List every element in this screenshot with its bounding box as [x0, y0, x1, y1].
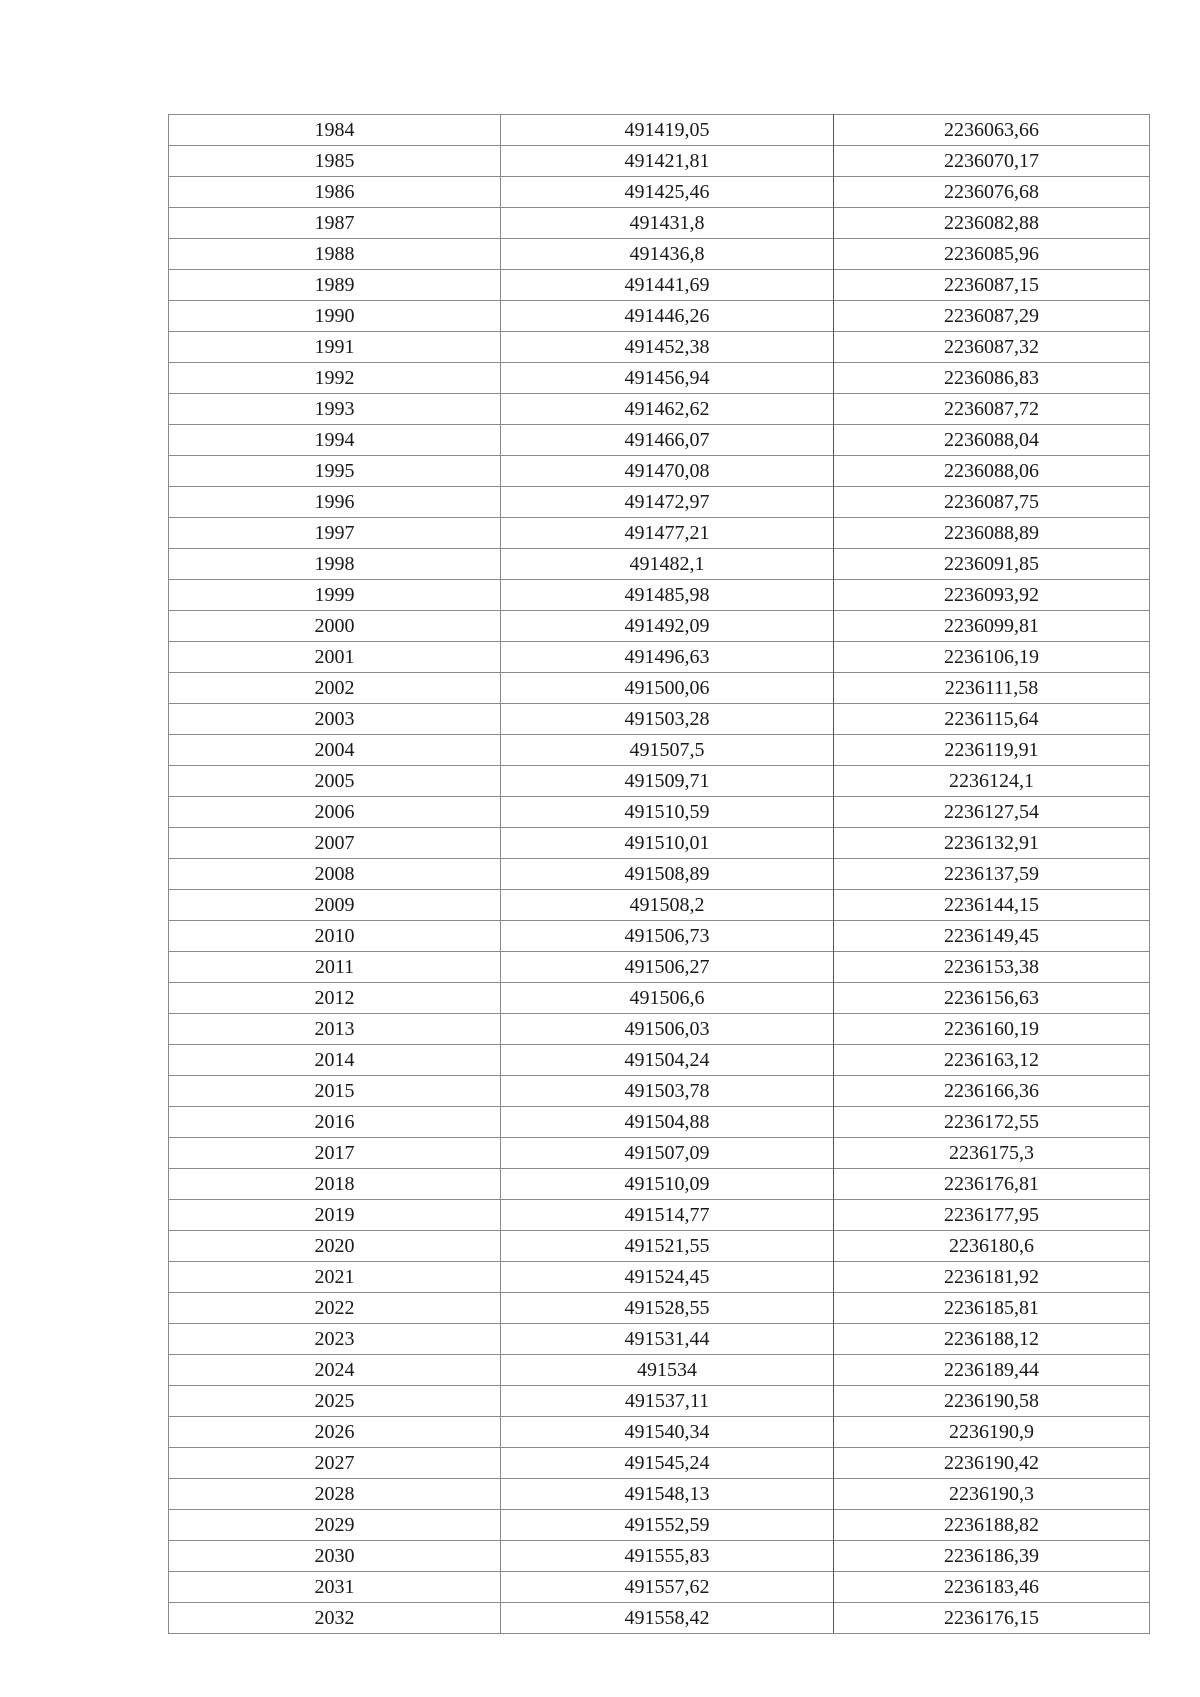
coordinate-y-cell: 2236190,3 [834, 1479, 1150, 1510]
table-row [169, 425, 1150, 456]
coordinate-y-cell: 2236127,54 [834, 797, 1150, 828]
table-row [169, 704, 1150, 735]
table-row [169, 301, 1150, 332]
table-row [169, 859, 1150, 890]
point-number-cell: 2015 [169, 1076, 501, 1107]
table-row [169, 549, 1150, 580]
coordinate-x-cell: 491508,89 [501, 859, 834, 890]
coordinate-x-cell: 491431,8 [501, 208, 834, 239]
coordinate-x-cell: 491507,5 [501, 735, 834, 766]
coordinate-x-cell: 491425,46 [501, 177, 834, 208]
table-row [169, 1603, 1150, 1634]
coordinate-x-cell: 491555,83 [501, 1541, 834, 1572]
coordinate-x-cell: 491506,6 [501, 983, 834, 1014]
coordinate-y-cell: 2236163,12 [834, 1045, 1150, 1076]
table-row [169, 1355, 1150, 1386]
table-row [169, 1572, 1150, 1603]
coordinate-y-cell: 2236176,15 [834, 1603, 1150, 1634]
point-number-cell: 2025 [169, 1386, 501, 1417]
point-number-cell: 2030 [169, 1541, 501, 1572]
table-row [169, 177, 1150, 208]
point-number-cell: 2002 [169, 673, 501, 704]
table-row [169, 642, 1150, 673]
coordinate-x-cell: 491470,08 [501, 456, 834, 487]
coordinate-x-cell: 491503,28 [501, 704, 834, 735]
point-number-cell: 2003 [169, 704, 501, 735]
table-row [169, 1262, 1150, 1293]
point-number-cell: 1999 [169, 580, 501, 611]
point-number-cell: 1994 [169, 425, 501, 456]
table-row [169, 1448, 1150, 1479]
coordinate-x-cell: 491496,63 [501, 642, 834, 673]
table-row [169, 115, 1150, 146]
coordinate-x-cell: 491548,13 [501, 1479, 834, 1510]
point-number-cell: 2009 [169, 890, 501, 921]
coordinate-x-cell: 491503,78 [501, 1076, 834, 1107]
coordinate-y-cell: 2236183,46 [834, 1572, 1150, 1603]
coordinate-y-cell: 2236153,38 [834, 952, 1150, 983]
table-row [169, 921, 1150, 952]
table-row [169, 1417, 1150, 1448]
point-number-cell: 2020 [169, 1231, 501, 1262]
coordinate-x-cell: 491557,62 [501, 1572, 834, 1603]
table-row [169, 611, 1150, 642]
coordinate-y-cell: 2236063,66 [834, 115, 1150, 146]
coordinate-y-cell: 2236091,85 [834, 549, 1150, 580]
table-row [169, 580, 1150, 611]
coordinate-y-cell: 2236093,92 [834, 580, 1150, 611]
point-number-cell: 2028 [169, 1479, 501, 1510]
coordinate-y-cell: 2236088,89 [834, 518, 1150, 549]
table-row [169, 208, 1150, 239]
point-number-cell: 2013 [169, 1014, 501, 1045]
coordinate-y-cell: 2236087,15 [834, 270, 1150, 301]
coordinate-y-cell: 2236190,9 [834, 1417, 1150, 1448]
coordinate-y-cell: 2236190,42 [834, 1448, 1150, 1479]
point-number-cell: 2021 [169, 1262, 501, 1293]
coordinate-y-cell: 2236087,29 [834, 301, 1150, 332]
coordinate-x-cell: 491506,73 [501, 921, 834, 952]
table-row [169, 487, 1150, 518]
coordinate-x-cell: 491534 [501, 1355, 834, 1386]
coordinate-y-cell: 2236185,81 [834, 1293, 1150, 1324]
point-number-cell: 2023 [169, 1324, 501, 1355]
point-number-cell: 1997 [169, 518, 501, 549]
coordinate-x-cell: 491509,71 [501, 766, 834, 797]
coordinate-x-cell: 491485,98 [501, 580, 834, 611]
point-number-cell: 1991 [169, 332, 501, 363]
coordinate-x-cell: 491514,77 [501, 1200, 834, 1231]
point-number-cell: 2017 [169, 1138, 501, 1169]
point-number-cell: 2007 [169, 828, 501, 859]
point-number-cell: 1993 [169, 394, 501, 425]
table-row [169, 766, 1150, 797]
table-row [169, 1479, 1150, 1510]
coordinate-x-cell: 491508,2 [501, 890, 834, 921]
coordinate-x-cell: 491421,81 [501, 146, 834, 177]
point-number-cell: 2026 [169, 1417, 501, 1448]
table-row [169, 1045, 1150, 1076]
point-number-cell: 2006 [169, 797, 501, 828]
coordinate-y-cell: 2236086,83 [834, 363, 1150, 394]
coordinate-y-cell: 2236088,06 [834, 456, 1150, 487]
point-number-cell: 2008 [169, 859, 501, 890]
table-row [169, 735, 1150, 766]
table-row [169, 1386, 1150, 1417]
point-number-cell: 1987 [169, 208, 501, 239]
coordinate-y-cell: 2236166,36 [834, 1076, 1150, 1107]
table-row [169, 332, 1150, 363]
coordinate-y-cell: 2236115,64 [834, 704, 1150, 735]
coordinate-y-cell: 2236144,15 [834, 890, 1150, 921]
coordinate-y-cell: 2236124,1 [834, 766, 1150, 797]
coordinate-x-cell: 491510,59 [501, 797, 834, 828]
coordinate-x-cell: 491466,07 [501, 425, 834, 456]
coordinate-y-cell: 2236085,96 [834, 239, 1150, 270]
point-number-cell: 1998 [169, 549, 501, 580]
table-row [169, 1293, 1150, 1324]
table-row [169, 270, 1150, 301]
coordinate-y-cell: 2236088,04 [834, 425, 1150, 456]
coordinate-x-cell: 491510,09 [501, 1169, 834, 1200]
coordinate-x-cell: 491552,59 [501, 1510, 834, 1541]
coordinate-x-cell: 491472,97 [501, 487, 834, 518]
table-row [169, 1014, 1150, 1045]
coordinate-y-cell: 2236137,59 [834, 859, 1150, 890]
coordinate-y-cell: 2236180,6 [834, 1231, 1150, 1262]
table-row [169, 1076, 1150, 1107]
table-row [169, 1169, 1150, 1200]
coordinate-x-cell: 491436,8 [501, 239, 834, 270]
point-number-cell: 2005 [169, 766, 501, 797]
point-number-cell: 2012 [169, 983, 501, 1014]
coordinate-y-cell: 2236087,72 [834, 394, 1150, 425]
table-row [169, 1107, 1150, 1138]
coordinate-y-cell: 2236087,32 [834, 332, 1150, 363]
point-number-cell: 2001 [169, 642, 501, 673]
coordinates-table-body [169, 115, 1150, 1634]
point-number-cell: 1990 [169, 301, 501, 332]
table-row [169, 1541, 1150, 1572]
coordinate-y-cell: 2236175,3 [834, 1138, 1150, 1169]
point-number-cell: 1992 [169, 363, 501, 394]
point-number-cell: 2004 [169, 735, 501, 766]
point-number-cell: 1995 [169, 456, 501, 487]
coordinate-y-cell: 2236070,17 [834, 146, 1150, 177]
coordinate-y-cell: 2236119,91 [834, 735, 1150, 766]
coordinate-x-cell: 491531,44 [501, 1324, 834, 1355]
point-number-cell: 2016 [169, 1107, 501, 1138]
coordinate-x-cell: 491477,21 [501, 518, 834, 549]
table-row [169, 394, 1150, 425]
coordinate-x-cell: 491452,38 [501, 332, 834, 363]
table-row [169, 952, 1150, 983]
point-number-cell: 2029 [169, 1510, 501, 1541]
point-number-cell: 2000 [169, 611, 501, 642]
coordinate-x-cell: 491506,03 [501, 1014, 834, 1045]
coordinate-x-cell: 491524,45 [501, 1262, 834, 1293]
coordinate-x-cell: 491441,69 [501, 270, 834, 301]
coordinate-x-cell: 491506,27 [501, 952, 834, 983]
point-number-cell: 2019 [169, 1200, 501, 1231]
coordinate-x-cell: 491462,62 [501, 394, 834, 425]
point-number-cell: 1996 [169, 487, 501, 518]
point-number-cell: 2010 [169, 921, 501, 952]
coordinate-y-cell: 2236087,75 [834, 487, 1150, 518]
coordinate-y-cell: 2236106,19 [834, 642, 1150, 673]
coordinate-x-cell: 491540,34 [501, 1417, 834, 1448]
coordinate-x-cell: 491537,11 [501, 1386, 834, 1417]
point-number-cell: 2018 [169, 1169, 501, 1200]
coordinate-y-cell: 2236099,81 [834, 611, 1150, 642]
point-number-cell: 2022 [169, 1293, 501, 1324]
table-row [169, 1138, 1150, 1169]
coordinate-y-cell: 2236177,95 [834, 1200, 1150, 1231]
point-number-cell: 1986 [169, 177, 501, 208]
point-number-cell: 2032 [169, 1603, 501, 1634]
coordinate-y-cell: 2236181,92 [834, 1262, 1150, 1293]
coordinates-table [168, 114, 1150, 1634]
coordinate-y-cell: 2236176,81 [834, 1169, 1150, 1200]
table-row [169, 797, 1150, 828]
table-row [169, 1324, 1150, 1355]
coordinate-y-cell: 2236188,12 [834, 1324, 1150, 1355]
table-row [169, 828, 1150, 859]
point-number-cell: 2031 [169, 1572, 501, 1603]
table-row [169, 890, 1150, 921]
point-number-cell: 1989 [169, 270, 501, 301]
point-number-cell: 2024 [169, 1355, 501, 1386]
coordinate-x-cell: 491558,42 [501, 1603, 834, 1634]
point-number-cell: 2011 [169, 952, 501, 983]
coordinate-x-cell: 491521,55 [501, 1231, 834, 1262]
table-row [169, 1510, 1150, 1541]
coordinate-y-cell: 2236149,45 [834, 921, 1150, 952]
coordinate-y-cell: 2236082,88 [834, 208, 1150, 239]
point-number-cell: 1984 [169, 115, 501, 146]
point-number-cell: 1985 [169, 146, 501, 177]
coordinate-y-cell: 2236186,39 [834, 1541, 1150, 1572]
coordinate-x-cell: 491492,09 [501, 611, 834, 642]
coordinate-y-cell: 2236132,91 [834, 828, 1150, 859]
point-number-cell: 2027 [169, 1448, 501, 1479]
table-row [169, 1231, 1150, 1262]
table-row [169, 239, 1150, 270]
coordinate-y-cell: 2236190,58 [834, 1386, 1150, 1417]
table-row [169, 983, 1150, 1014]
coordinate-y-cell: 2236189,44 [834, 1355, 1150, 1386]
coordinate-x-cell: 491504,24 [501, 1045, 834, 1076]
coordinate-y-cell: 2236160,19 [834, 1014, 1150, 1045]
coordinate-x-cell: 491419,05 [501, 115, 834, 146]
coordinate-y-cell: 2236076,68 [834, 177, 1150, 208]
coordinate-x-cell: 491500,06 [501, 673, 834, 704]
coordinate-x-cell: 491545,24 [501, 1448, 834, 1479]
table-row [169, 1200, 1150, 1231]
coordinate-x-cell: 491504,88 [501, 1107, 834, 1138]
coordinate-x-cell: 491528,55 [501, 1293, 834, 1324]
table-row [169, 456, 1150, 487]
coordinate-x-cell: 491482,1 [501, 549, 834, 580]
coordinate-y-cell: 2236111,58 [834, 673, 1150, 704]
table-row [169, 146, 1150, 177]
point-number-cell: 1988 [169, 239, 501, 270]
coordinate-x-cell: 491507,09 [501, 1138, 834, 1169]
table-row [169, 673, 1150, 704]
coordinate-y-cell: 2236188,82 [834, 1510, 1150, 1541]
table-row [169, 363, 1150, 394]
coordinate-y-cell: 2236156,63 [834, 983, 1150, 1014]
point-number-cell: 2014 [169, 1045, 501, 1076]
coordinate-x-cell: 491456,94 [501, 363, 834, 394]
coordinate-x-cell: 491510,01 [501, 828, 834, 859]
coordinate-y-cell: 2236172,55 [834, 1107, 1150, 1138]
table-row [169, 518, 1150, 549]
coordinate-x-cell: 491446,26 [501, 301, 834, 332]
